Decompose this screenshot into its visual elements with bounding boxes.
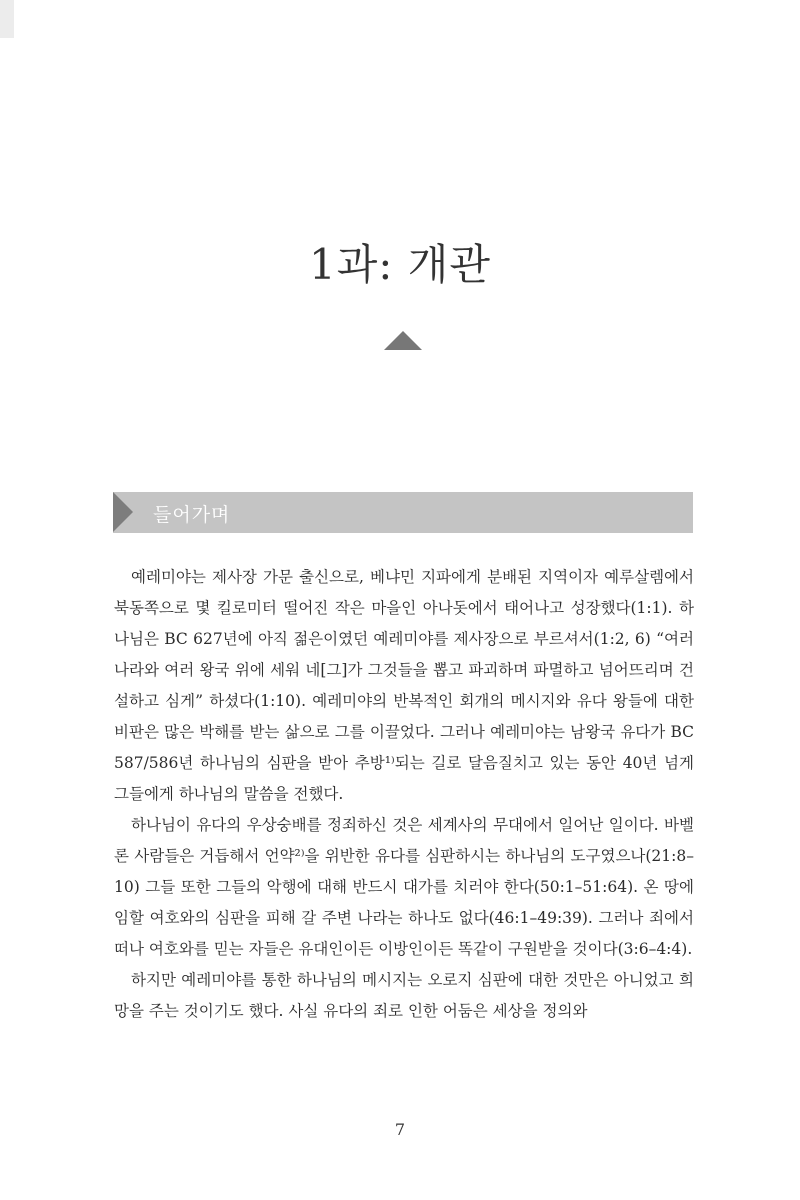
section-title: 들어가며	[153, 504, 231, 526]
paragraph: 하지만 예레미야를 통한 하나님의 메시지는 오로지 심판에 대한 것만은 아니었고 희망을 주는 것이기도 했다. 사실 유다의 죄로 인한 어둠은 세상을 정의와	[114, 971, 694, 1020]
page-number: 7	[394, 1120, 406, 1139]
page-corner-mark	[0, 0, 14, 38]
section-header-bar	[113, 492, 693, 533]
paragraph: 하나님이 유다의 우상숭배를 정죄하신 것은 세계사의 무대에서 일어난 일이다. 바벨론 사람들은 거듭해서 언약²⁾을 위반한 유다를 심판하시는 하나님의 도구였으나(21:8–10) 그들 또한 그들의 악행에 대해 반드시 대가를 치러야 한다(50:1–51:64). 온 땅에 임할 여호와의 심판을 피해 갈 주변 나라는 하나도 없다(46:1–49:39). 그러나 죄에서 떠나 여호와를 믿는 자들은 유대인이든 이방인이든 똑같이 구원받을 것이다(3:6–4:4).	[114, 816, 694, 958]
paragraph: 예레미야는 제사장 가문 출신으로, 베냐민 지파에게 분배된 지역이자 예루살렘에서 북동쪽으로 몇 킬로미터 떨어진 작은 마을인 아나돗에서 태어나고 성장했다(1:1). 하나님은 BC 627년에 아직 젊은이였던 예레미야를 제사장으로 부르셔서(1:2, 6) “여러 나라와 여러 왕국 위에 세워 네[그]가 그것들을 뽑고 파괴하며 파멸하고 넘어뜨리며 건설하고 심게” 하셨다(1:10). 예레미야의 반복적인 회개의 메시지와 유다 왕들에 대한 비판은 많은 박해를 받는 삶으로 그를 이끌었다. 그러나 예레미야는 남왕국 유다가 BC 587/586년 하나님의 심판을 받아 추방¹⁾되는 길로 달음질치고 있는 동안 40년 넘게 그들에게 하나님의 말씀을 전했다.	[114, 568, 694, 803]
arrow-right-icon	[113, 492, 133, 532]
triangle-ornament-icon	[384, 331, 422, 350]
chapter-title: 1과: 개관	[309, 240, 491, 289]
body-text	[114, 562, 694, 1027]
